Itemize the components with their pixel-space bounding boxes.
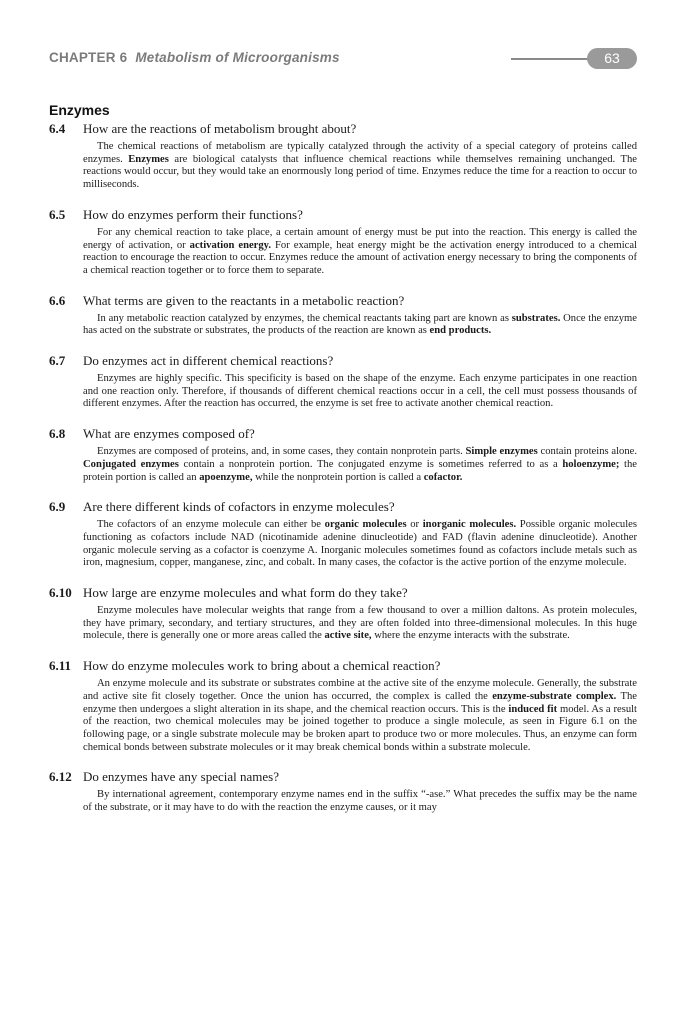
section-title: Enzymes <box>49 102 110 118</box>
answer-text: Enzymes are highly specific. This specificity is based on the shape of the enzyme. Each enzyme participates in one reaction and one reaction only. Therefore, if thousands of different chemical reactions occur in a cell, the cell must possess thousands of different enzymes. After the reaction has occurred, the enzyme is set free to activate another chemical reaction. <box>83 373 637 410</box>
question-line <box>49 499 637 515</box>
answer-paragraph <box>83 605 637 643</box>
question-number: 6.5 <box>49 206 66 222</box>
bold-term: organic molecules <box>324 519 407 531</box>
answer-paragraph <box>83 313 637 338</box>
bold-term: holoenzyme; <box>562 458 620 470</box>
question-text: Do enzymes have any special names? <box>83 769 280 785</box>
bold-term: Enzymes <box>128 153 169 165</box>
question-line <box>49 207 637 223</box>
question-text: What terms are given to the reactants in a metabolic reaction? <box>83 292 405 308</box>
answer-text: or <box>406 519 423 531</box>
answer-text: The enzyme then undergoes a slight alteration in its shape, and the chemical reaction occurs. This is the <box>83 690 637 715</box>
question-number: 6.10 <box>49 585 72 601</box>
answer-text: are biological catalysts that influence chemical reactions while themselves remaining unchanged. The reactions would occur, but they would take an enormously long period of time. Enzymes reduce the time for a reaction to occur to milliseconds. <box>83 153 637 191</box>
answer-text: Enzyme molecules have molecular weights that range from a few thousand to over a million daltons. As protein molecules, they have primary, secondary, and tertiary structures, and they are often folded into three-dimensional molecules. In this huge molecule, there is generally one or more areas called the <box>83 605 637 642</box>
question-text: How do enzymes perform their functions? <box>83 206 303 222</box>
question-block <box>49 585 637 643</box>
running-header <box>49 48 639 70</box>
answer-paragraph <box>83 678 637 754</box>
bold-term: cofactor. <box>423 471 463 483</box>
answer-text: while the nonprotein portion is called a <box>252 471 424 483</box>
answer-text: where the enzyme interacts with the substrate. <box>371 630 570 642</box>
question-line <box>49 121 637 137</box>
bold-term: enzyme-substrate complex. <box>492 690 617 702</box>
question-number: 6.9 <box>49 499 66 515</box>
bold-term: apoenzyme, <box>199 471 253 483</box>
question-block <box>49 207 637 278</box>
page-number-badge: 63 <box>587 48 637 69</box>
answer-text: For any chemical reaction to take place, a certain amount of energy must be put into the reaction. This energy is called the energy of activation, or <box>83 226 637 251</box>
question-text: How do enzyme molecules work to bring about a chemical reaction? <box>83 658 441 674</box>
answer-paragraph <box>83 446 637 484</box>
header-rule <box>511 58 591 60</box>
question-line <box>49 293 637 309</box>
question-text: Are there different kinds of cofactors in enzyme molecules? <box>83 499 395 515</box>
question-block <box>49 658 637 754</box>
answer-text: By international agreement, contemporary enzyme names end in the suffix “-ase.” What precedes the suffix may be the name of the substrate, or it may have to do with the reaction the enzyme causes, or it may <box>83 789 637 814</box>
question-number: 6.11 <box>49 658 72 674</box>
bold-term: activation energy. <box>189 239 272 251</box>
answer-text: In any metabolic reaction catalyzed by enzymes, the chemical reactants taking part are known as <box>97 312 512 324</box>
answer-paragraph <box>83 141 637 192</box>
answer-text: model. As a result of the reaction, two chemical molecules may be joined together to produce a single molecule, as seen in Figure 6.1 on the following page, or a single substrate molecule may be broken apart to produce two or more molecules. Thus, an enzyme can form chemical bonds between substrate molecules or it may break chemical bonds within a substrate molecule. <box>83 703 638 753</box>
question-number: 6.12 <box>49 769 72 785</box>
bold-term: induced fit <box>508 703 558 715</box>
bold-term: substrates. <box>511 312 561 324</box>
bold-term: Conjugated enzymes <box>83 458 179 470</box>
question-block <box>49 426 637 484</box>
answer-text: Once the enzyme has acted on the substrate or substrates, the products of the reaction are known as <box>83 312 637 337</box>
question-text: How large are enzyme molecules and what form do they take? <box>83 585 408 601</box>
answer-text: the protein portion is called an <box>83 458 637 483</box>
question-line <box>49 658 637 674</box>
chapter-heading <box>49 50 340 65</box>
chapter-label: CHAPTER 6 <box>49 50 128 65</box>
answer-text: Enzymes are composed of proteins, and, in some cases, they contain nonprotein parts. <box>97 446 466 458</box>
answer-text: The chemical reactions of metabolism are typically catalyzed through the activity of a special category of proteins called enzymes. <box>83 141 637 165</box>
answer-text: contain proteins alone. <box>537 446 637 458</box>
question-block <box>49 353 637 411</box>
question-text: Do enzymes act in different chemical reactions? <box>83 353 334 369</box>
question-line <box>49 353 637 369</box>
answer-text: An enzyme molecule and its substrate or substrates combine at the active site of the enzyme molecule. Generally, the substrate and active site fit closely together. Once the union has occurred, the complex is called the <box>83 678 637 702</box>
question-text: How are the reactions of metabolism brought about? <box>83 121 357 136</box>
chapter-subject: Metabolism of Microorganisms <box>135 50 340 65</box>
answer-paragraph <box>83 519 637 570</box>
questions-list <box>49 121 637 830</box>
question-block <box>49 769 637 814</box>
answer-text: Possible organic molecules functioning as cofactors include NAD (nicotinamide adenine dinucleotide) and FAD (flavin adenine dinucleotide). Another organic molecule serving as a cofactor is coenzyme A. Inorganic molecules sometimes found as cofactors include metals such as iron, magnesium, copper, manganese, zinc, and cobalt. In many cases, the cofactor is the active portion of the enzyme molecule. <box>83 519 637 569</box>
answer-text: The cofactors of an enzyme molecule can either be <box>97 519 325 531</box>
question-line <box>49 585 637 601</box>
answer-paragraph <box>83 373 637 411</box>
question-line <box>49 426 637 442</box>
answer-paragraph <box>83 227 637 278</box>
question-block <box>49 499 637 570</box>
answer-paragraph <box>83 789 637 814</box>
question-text: What are enzymes composed of? <box>83 426 255 442</box>
question-number: 6.8 <box>49 426 66 442</box>
question-number: 6.7 <box>49 353 66 369</box>
answer-text: For example, heat energy might be the activation energy introduced to a chemical reaction to encourage the reaction to occur. Enzymes reduce the amount of activation energy necessary to bring the components of a chemical reaction together or to force them to separate. <box>83 239 637 276</box>
answer-text: contain a nonprotein portion. The conjugated enzyme is sometimes referred to as a <box>178 458 563 470</box>
question-block <box>49 293 637 338</box>
question-number: 6.6 <box>49 292 66 308</box>
question-line <box>49 769 637 785</box>
bold-term: inorganic molecules. <box>422 519 517 531</box>
bold-term: end products. <box>429 325 492 337</box>
bold-term: active site, <box>324 630 372 642</box>
question-number: 6.4 <box>49 121 66 136</box>
question-block <box>49 121 637 192</box>
bold-term: Simple enzymes <box>465 446 538 458</box>
